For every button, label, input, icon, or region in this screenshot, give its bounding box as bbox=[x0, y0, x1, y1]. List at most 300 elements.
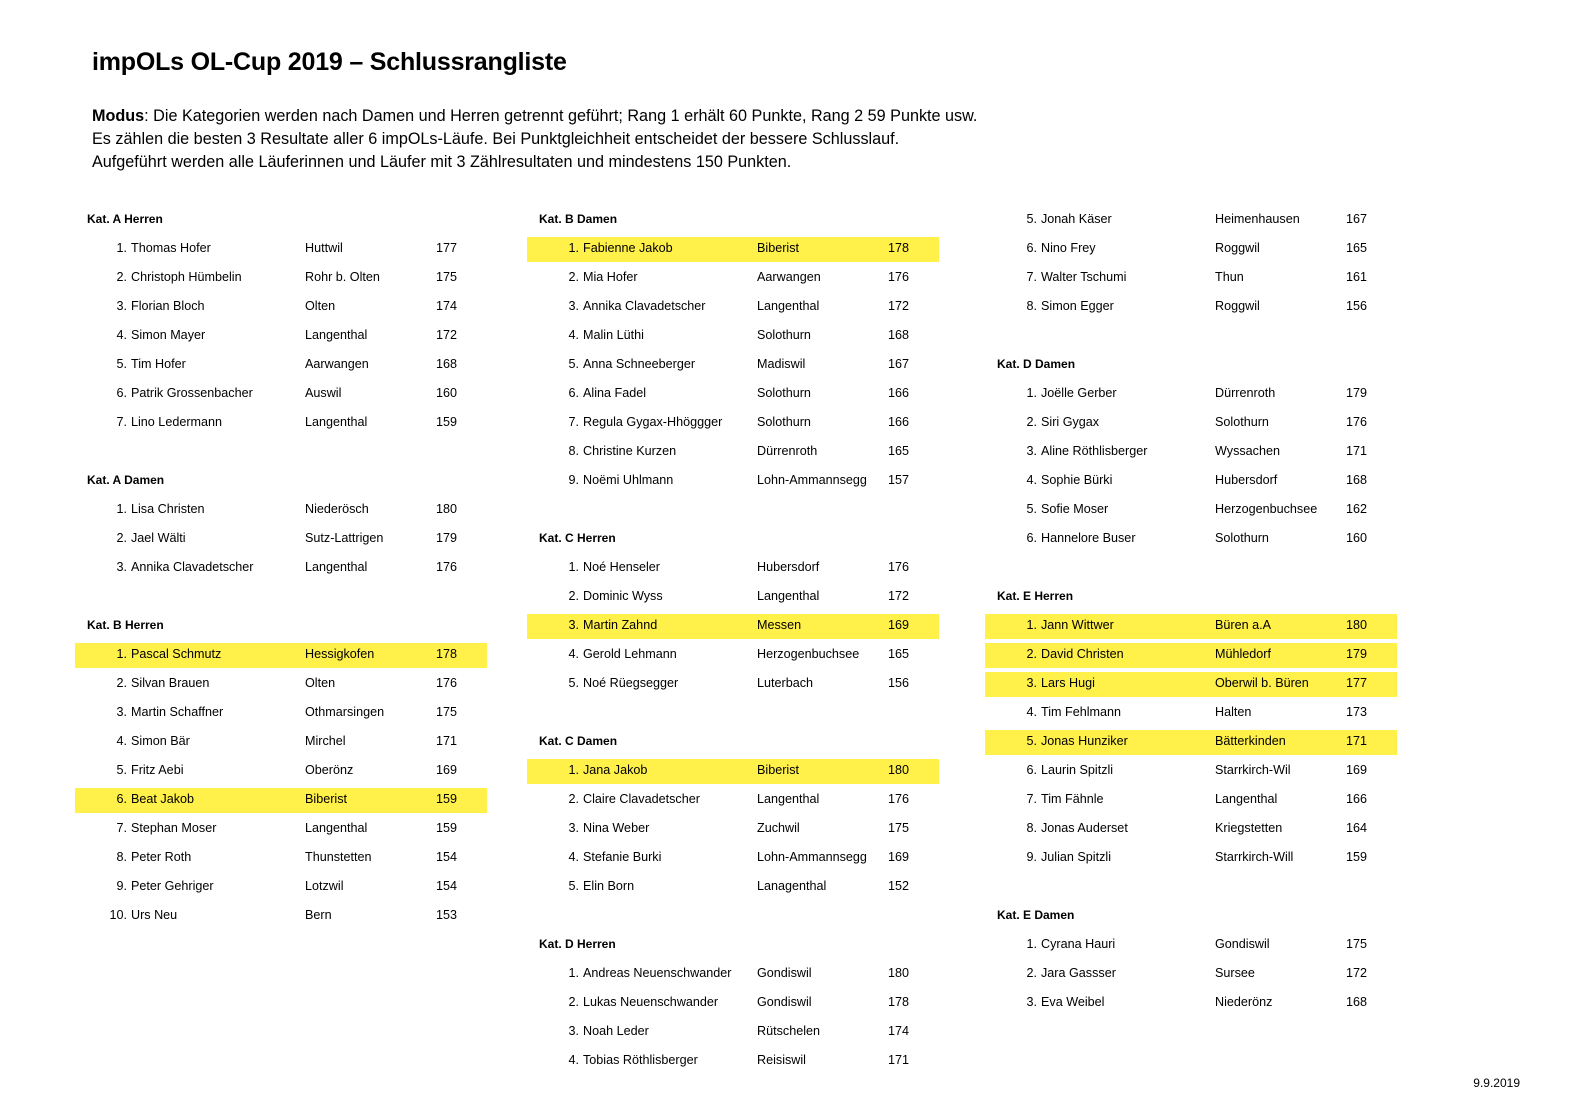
club-cell: Halten bbox=[1215, 705, 1252, 719]
category-section bbox=[527, 933, 939, 1078]
name-cell: Claire Clavadetscher bbox=[583, 792, 700, 806]
rank-cell: 2. bbox=[568, 270, 579, 284]
club-cell: Wyssachen bbox=[1215, 444, 1280, 458]
points-cell: 172 bbox=[888, 589, 910, 603]
points-cell: 180 bbox=[436, 502, 458, 516]
category-title: Kat. B Damen bbox=[539, 212, 618, 226]
rank-cell: 2. bbox=[568, 995, 579, 1009]
points-cell: 174 bbox=[888, 1024, 910, 1038]
name-cell: Tobias Röthlisberger bbox=[583, 1053, 698, 1067]
points-cell: 173 bbox=[1346, 705, 1368, 719]
ranking-row bbox=[985, 788, 1397, 817]
name-cell: Christoph Hümbelin bbox=[131, 270, 242, 284]
name-cell: Nina Weber bbox=[583, 821, 650, 835]
ranking-row-highlighted bbox=[527, 614, 939, 639]
rank-cell: 1. bbox=[116, 647, 127, 661]
club-cell: Solothurn bbox=[757, 328, 811, 342]
rank-cell: 3. bbox=[568, 821, 579, 835]
points-cell: 180 bbox=[1346, 618, 1368, 632]
name-cell: Malin Lüthi bbox=[583, 328, 644, 342]
name-cell: Christine Kurzen bbox=[583, 444, 677, 458]
ranking-column-2 bbox=[527, 208, 939, 1078]
category-title: Kat. E Herren bbox=[997, 589, 1074, 603]
ranking-row bbox=[527, 846, 939, 875]
ranking-row bbox=[75, 353, 487, 382]
ranking-row bbox=[527, 991, 939, 1020]
rank-cell: 1. bbox=[116, 502, 127, 516]
name-cell: Annika Clavadetscher bbox=[131, 560, 254, 574]
ranking-row bbox=[527, 556, 939, 585]
category-section bbox=[75, 469, 487, 614]
rank-cell: 9. bbox=[1026, 850, 1037, 864]
category-title: Kat. A Damen bbox=[87, 473, 165, 487]
club-cell: Bern bbox=[305, 908, 332, 922]
points-cell: 159 bbox=[436, 792, 458, 806]
category-section bbox=[75, 208, 487, 469]
rank-cell: 4. bbox=[116, 328, 127, 342]
ranking-row bbox=[527, 643, 939, 672]
club-cell: Thun bbox=[1215, 270, 1244, 284]
name-cell: Thomas Hofer bbox=[131, 241, 211, 255]
points-cell: 176 bbox=[436, 676, 458, 690]
points-cell: 168 bbox=[1346, 995, 1368, 1009]
name-cell: Stefanie Burki bbox=[583, 850, 662, 864]
name-cell: Noé Rüegsegger bbox=[583, 676, 679, 690]
club-cell: Huttwil bbox=[305, 241, 343, 255]
ranking-row bbox=[527, 295, 939, 324]
points-cell: 179 bbox=[436, 531, 458, 545]
ranking-row-highlighted bbox=[75, 643, 487, 668]
points-cell: 176 bbox=[888, 560, 910, 574]
club-cell: Biberist bbox=[757, 241, 799, 255]
ranking-row bbox=[985, 382, 1397, 411]
club-cell: Niederönz bbox=[1215, 995, 1273, 1009]
club-cell: Langenthal bbox=[305, 328, 368, 342]
rank-cell: 5. bbox=[1026, 734, 1037, 748]
ranking-row bbox=[527, 382, 939, 411]
name-cell: Jonas Auderset bbox=[1041, 821, 1128, 835]
club-cell: Hessigkofen bbox=[305, 647, 375, 661]
name-cell: Siri Gygax bbox=[1041, 415, 1100, 429]
points-cell: 167 bbox=[888, 357, 910, 371]
category-section bbox=[527, 527, 939, 730]
ranking-row bbox=[527, 962, 939, 991]
name-cell: Hannelore Buser bbox=[1041, 531, 1136, 545]
club-cell: Reisiswil bbox=[757, 1053, 806, 1067]
ranking-row bbox=[75, 672, 487, 701]
rank-cell: 2. bbox=[1026, 966, 1037, 980]
club-cell: Sursee bbox=[1215, 966, 1255, 980]
points-cell: 167 bbox=[1346, 212, 1368, 226]
rank-cell: 9. bbox=[116, 879, 127, 893]
category-section bbox=[985, 585, 1397, 904]
modus-line-3: Aufgeführt werden alle Läuferinnen und Läufer mit 3 Zählresultaten und mindestens 150 Punkten. bbox=[92, 153, 792, 171]
name-cell: Pascal Schmutz bbox=[131, 647, 222, 661]
page-title: impOLs OL-Cup 2019 – Schlussrangliste bbox=[92, 48, 567, 76]
category-title: Kat. C Damen bbox=[539, 734, 618, 748]
name-cell: Peter Roth bbox=[131, 850, 192, 864]
rank-cell: 7. bbox=[1026, 792, 1037, 806]
ranking-row-highlighted bbox=[527, 759, 939, 784]
points-cell: 174 bbox=[436, 299, 458, 313]
category-title: Kat. C Herren bbox=[539, 531, 616, 545]
ranking-row-highlighted bbox=[985, 643, 1397, 668]
ranking-row bbox=[985, 208, 1397, 237]
ranking-row bbox=[75, 875, 487, 904]
name-cell: Walter Tschumi bbox=[1041, 270, 1127, 284]
points-cell: 156 bbox=[888, 676, 910, 690]
rank-cell: 3. bbox=[1026, 995, 1037, 1009]
name-cell: Mia Hofer bbox=[583, 270, 638, 284]
ranking-row bbox=[985, 295, 1397, 324]
name-cell: Simon Egger bbox=[1041, 299, 1114, 313]
rank-cell: 1. bbox=[1026, 618, 1037, 632]
name-cell: Simon Bär bbox=[131, 734, 190, 748]
club-cell: Rohr b. Olten bbox=[305, 270, 380, 284]
rank-cell: 5. bbox=[116, 357, 127, 371]
modus-line-1-text: : Die Kategorien werden nach Damen und Herren getrennt geführt; Rang 1 erhält 60 Punkte, Rang 2 59 Punkte usw. bbox=[144, 107, 978, 125]
points-cell: 165 bbox=[1346, 241, 1368, 255]
name-cell: Nino Frey bbox=[1041, 241, 1096, 255]
points-cell: 171 bbox=[1346, 734, 1368, 748]
rank-cell: 5. bbox=[568, 676, 579, 690]
points-cell: 171 bbox=[888, 1053, 910, 1067]
club-cell: Zuchwil bbox=[757, 821, 800, 835]
name-cell: Noé Henseler bbox=[583, 560, 661, 574]
rank-cell: 9. bbox=[568, 473, 579, 487]
name-cell: Alina Fadel bbox=[583, 386, 647, 400]
points-cell: 159 bbox=[1346, 850, 1368, 864]
club-cell: Aarwangen bbox=[305, 357, 369, 371]
ranking-row bbox=[75, 730, 487, 759]
name-cell: Sofie Moser bbox=[1041, 502, 1109, 516]
rank-cell: 7. bbox=[568, 415, 579, 429]
club-cell: Roggwil bbox=[1215, 241, 1260, 255]
club-cell: Oberönz bbox=[305, 763, 354, 777]
rank-cell: 6. bbox=[116, 792, 127, 806]
section-spacer bbox=[527, 701, 939, 730]
ranking-column-1 bbox=[75, 208, 487, 933]
points-cell: 175 bbox=[436, 705, 458, 719]
club-cell: Lohn-Ammannsegg bbox=[757, 850, 867, 864]
section-spacer bbox=[985, 556, 1397, 585]
name-cell: Cyrana Hauri bbox=[1041, 937, 1116, 951]
category-title: Kat. A Herren bbox=[87, 212, 163, 226]
category-section bbox=[985, 904, 1397, 1020]
club-cell: Biberist bbox=[757, 763, 799, 777]
points-cell: 171 bbox=[436, 734, 458, 748]
ranking-row bbox=[75, 266, 487, 295]
category-section bbox=[985, 208, 1397, 353]
name-cell: Jael Wälti bbox=[131, 531, 186, 545]
club-cell: Mühledorf bbox=[1215, 647, 1272, 661]
points-cell: 178 bbox=[888, 995, 910, 1009]
section-spacer bbox=[985, 875, 1397, 904]
points-cell: 162 bbox=[1346, 502, 1368, 516]
rank-cell: 4. bbox=[116, 734, 127, 748]
club-cell: Gondiswil bbox=[757, 995, 812, 1009]
points-cell: 169 bbox=[888, 850, 910, 864]
rank-cell: 3. bbox=[568, 618, 579, 632]
category-section bbox=[527, 730, 939, 933]
club-cell: Mirchel bbox=[305, 734, 346, 748]
rank-cell: 1. bbox=[568, 241, 579, 255]
club-cell: Oberwil b. Büren bbox=[1215, 676, 1309, 690]
name-cell: Stephan Moser bbox=[131, 821, 217, 835]
ranking-row bbox=[527, 411, 939, 440]
name-cell: Silvan Brauen bbox=[131, 676, 210, 690]
ranking-row bbox=[75, 556, 487, 585]
points-cell: 153 bbox=[436, 908, 458, 922]
club-cell: Othmarsingen bbox=[305, 705, 385, 719]
rank-cell: 3. bbox=[568, 1024, 579, 1038]
points-cell: 178 bbox=[888, 241, 910, 255]
club-cell: Luterbach bbox=[757, 676, 814, 690]
points-cell: 154 bbox=[436, 879, 458, 893]
name-cell: Lisa Christen bbox=[131, 502, 205, 516]
club-cell: Solothurn bbox=[757, 415, 811, 429]
name-cell: Tim Fähnle bbox=[1041, 792, 1104, 806]
document-date: 9.9.2019 bbox=[1473, 1076, 1520, 1090]
club-cell: Rütschelen bbox=[757, 1024, 821, 1038]
rank-cell: 1. bbox=[568, 763, 579, 777]
ranking-row bbox=[527, 469, 939, 498]
rank-cell: 2. bbox=[568, 589, 579, 603]
rank-cell: 3. bbox=[1026, 676, 1037, 690]
points-cell: 175 bbox=[888, 821, 910, 835]
ranking-row bbox=[527, 875, 939, 904]
club-cell: Heimenhausen bbox=[1215, 212, 1300, 226]
points-cell: 169 bbox=[1346, 763, 1368, 777]
club-cell: Langenthal bbox=[305, 560, 368, 574]
club-cell: Langenthal bbox=[757, 589, 820, 603]
rank-cell: 3. bbox=[116, 299, 127, 313]
points-cell: 166 bbox=[888, 415, 910, 429]
rank-cell: 2. bbox=[568, 792, 579, 806]
name-cell: Annika Clavadetscher bbox=[583, 299, 706, 313]
name-cell: Patrik Grossenbacher bbox=[131, 386, 253, 400]
points-cell: 172 bbox=[1346, 966, 1368, 980]
rank-cell: 2. bbox=[1026, 415, 1037, 429]
ranking-row-highlighted bbox=[985, 730, 1397, 755]
ranking-row bbox=[75, 759, 487, 788]
ranking-row-highlighted bbox=[985, 672, 1397, 697]
section-spacer bbox=[75, 440, 487, 469]
modus-label: Modus bbox=[92, 107, 145, 125]
ranking-row bbox=[527, 788, 939, 817]
ranking-row-highlighted bbox=[527, 237, 939, 262]
rank-cell: 2. bbox=[1026, 647, 1037, 661]
club-cell: Auswil bbox=[305, 386, 342, 400]
rank-cell: 5. bbox=[1026, 212, 1037, 226]
club-cell: Olten bbox=[305, 299, 336, 313]
rank-cell: 5. bbox=[116, 763, 127, 777]
club-cell: Langenthal bbox=[757, 299, 820, 313]
name-cell: Fritz Aebi bbox=[131, 763, 184, 777]
ranking-row bbox=[985, 237, 1397, 266]
club-cell: Langenthal bbox=[757, 792, 820, 806]
club-cell: Aarwangen bbox=[757, 270, 821, 284]
rank-cell: 8. bbox=[1026, 299, 1037, 313]
points-cell: 176 bbox=[888, 792, 910, 806]
name-cell: Laurin Spitzli bbox=[1041, 763, 1114, 777]
rank-cell: 4. bbox=[568, 1053, 579, 1067]
name-cell: Urs Neu bbox=[131, 908, 178, 922]
name-cell: Lars Hugi bbox=[1041, 676, 1095, 690]
rank-cell: 5. bbox=[1026, 502, 1037, 516]
club-cell: Gondiswil bbox=[757, 966, 812, 980]
points-cell: 175 bbox=[436, 270, 458, 284]
rank-cell: 6. bbox=[116, 386, 127, 400]
rank-cell: 6. bbox=[1026, 763, 1037, 777]
club-cell: Herzogenbuchsee bbox=[757, 647, 860, 661]
ranking-row bbox=[985, 266, 1397, 295]
points-cell: 165 bbox=[888, 444, 910, 458]
name-cell: Eva Weibel bbox=[1041, 995, 1105, 1009]
rank-cell: 6. bbox=[1026, 241, 1037, 255]
points-cell: 169 bbox=[436, 763, 458, 777]
club-cell: Starrkirch-Will bbox=[1215, 850, 1294, 864]
points-cell: 165 bbox=[888, 647, 910, 661]
rank-cell: 1. bbox=[1026, 386, 1037, 400]
ranking-row bbox=[985, 933, 1397, 962]
club-cell: Langenthal bbox=[305, 821, 368, 835]
ranking-row bbox=[985, 962, 1397, 991]
ranking-row-highlighted bbox=[75, 788, 487, 813]
rank-cell: 4. bbox=[568, 850, 579, 864]
name-cell: Peter Gehriger bbox=[131, 879, 214, 893]
ranking-row bbox=[75, 498, 487, 527]
club-cell: Thunstetten bbox=[305, 850, 372, 864]
points-cell: 171 bbox=[1346, 444, 1368, 458]
points-cell: 180 bbox=[888, 966, 910, 980]
points-cell: 177 bbox=[436, 241, 458, 255]
points-cell: 169 bbox=[888, 618, 910, 632]
ranking-row bbox=[75, 295, 487, 324]
ranking-row bbox=[527, 1049, 939, 1078]
ranking-row-highlighted bbox=[985, 614, 1397, 639]
name-cell: Joëlle Gerber bbox=[1041, 386, 1117, 400]
modus-line-1 bbox=[92, 105, 1192, 128]
name-cell: Florian Bloch bbox=[131, 299, 205, 313]
points-cell: 152 bbox=[888, 879, 910, 893]
rank-cell: 6. bbox=[568, 386, 579, 400]
points-cell: 154 bbox=[436, 850, 458, 864]
points-cell: 176 bbox=[436, 560, 458, 574]
points-cell: 179 bbox=[1346, 386, 1368, 400]
points-cell: 172 bbox=[888, 299, 910, 313]
rank-cell: 4. bbox=[1026, 705, 1037, 719]
rank-cell: 1. bbox=[1026, 937, 1037, 951]
club-cell: Langenthal bbox=[1215, 792, 1278, 806]
rank-cell: 4. bbox=[1026, 473, 1037, 487]
rank-cell: 3. bbox=[116, 560, 127, 574]
name-cell: Martin Schaffner bbox=[131, 705, 224, 719]
club-cell: Bätterkinden bbox=[1215, 734, 1286, 748]
ranking-row bbox=[985, 817, 1397, 846]
rank-cell: 4. bbox=[568, 328, 579, 342]
rank-cell: 2. bbox=[116, 270, 127, 284]
name-cell: Tim Hofer bbox=[131, 357, 186, 371]
rank-cell: 2. bbox=[116, 676, 127, 690]
ranking-row bbox=[527, 353, 939, 382]
rank-cell: 8. bbox=[116, 850, 127, 864]
ranking-column-3 bbox=[985, 208, 1397, 1020]
name-cell: David Christen bbox=[1041, 647, 1124, 661]
points-cell: 177 bbox=[1346, 676, 1368, 690]
section-spacer bbox=[527, 498, 939, 527]
club-cell: Niederösch bbox=[305, 502, 369, 516]
club-cell: Lanagenthal bbox=[757, 879, 827, 893]
club-cell: Olten bbox=[305, 676, 336, 690]
name-cell: Aline Röthlisberger bbox=[1041, 444, 1148, 458]
ranking-row bbox=[527, 585, 939, 614]
club-cell: Herzogenbuchsee bbox=[1215, 502, 1318, 516]
points-cell: 159 bbox=[436, 415, 458, 429]
ranking-row bbox=[75, 324, 487, 353]
points-cell: 168 bbox=[888, 328, 910, 342]
club-cell: Büren a.A bbox=[1215, 618, 1272, 632]
ranking-row bbox=[985, 469, 1397, 498]
ranking-row bbox=[75, 846, 487, 875]
ranking-row bbox=[75, 904, 487, 933]
club-cell: Dürrenroth bbox=[1215, 386, 1276, 400]
points-cell: 160 bbox=[436, 386, 458, 400]
rank-cell: 4. bbox=[568, 647, 579, 661]
rank-cell: 5. bbox=[568, 357, 579, 371]
rank-cell: 2. bbox=[116, 531, 127, 545]
points-cell: 156 bbox=[1346, 299, 1368, 313]
name-cell: Jana Jakob bbox=[583, 763, 648, 777]
club-cell: Lohn-Ammannsegg bbox=[757, 473, 867, 487]
name-cell: Regula Gygax-Hhöggger bbox=[583, 415, 723, 429]
name-cell: Anna Schneeberger bbox=[583, 357, 696, 371]
rank-cell: 1. bbox=[568, 966, 579, 980]
club-cell: Hubersdorf bbox=[757, 560, 820, 574]
category-section bbox=[75, 614, 487, 933]
rank-cell: 3. bbox=[568, 299, 579, 313]
rank-cell: 7. bbox=[116, 415, 127, 429]
ranking-row bbox=[527, 672, 939, 701]
name-cell: Tim Fehlmann bbox=[1041, 705, 1122, 719]
name-cell: Jann Wittwer bbox=[1041, 618, 1114, 632]
ranking-row bbox=[985, 701, 1397, 730]
club-cell: Lotzwil bbox=[305, 879, 344, 893]
name-cell: Beat Jakob bbox=[131, 792, 195, 806]
rank-cell: 6. bbox=[1026, 531, 1037, 545]
points-cell: 161 bbox=[1346, 270, 1368, 284]
rank-cell: 8. bbox=[1026, 821, 1037, 835]
rank-cell: 3. bbox=[1026, 444, 1037, 458]
club-cell: Solothurn bbox=[757, 386, 811, 400]
club-cell: Langenthal bbox=[305, 415, 368, 429]
category-section bbox=[527, 208, 939, 527]
name-cell: Jonah Käser bbox=[1041, 212, 1112, 226]
ranking-row bbox=[75, 701, 487, 730]
rank-cell: 3. bbox=[116, 705, 127, 719]
name-cell: Lino Ledermann bbox=[131, 415, 223, 429]
points-cell: 159 bbox=[436, 821, 458, 835]
name-cell: Julian Spitzli bbox=[1041, 850, 1111, 864]
ranking-row bbox=[75, 817, 487, 846]
name-cell: Martin Zahnd bbox=[583, 618, 658, 632]
rank-cell: 10. bbox=[109, 908, 127, 922]
club-cell: Kriegstetten bbox=[1215, 821, 1283, 835]
points-cell: 172 bbox=[436, 328, 458, 342]
ranking-row bbox=[985, 440, 1397, 469]
rank-cell: 1. bbox=[568, 560, 579, 574]
section-spacer bbox=[75, 585, 487, 614]
